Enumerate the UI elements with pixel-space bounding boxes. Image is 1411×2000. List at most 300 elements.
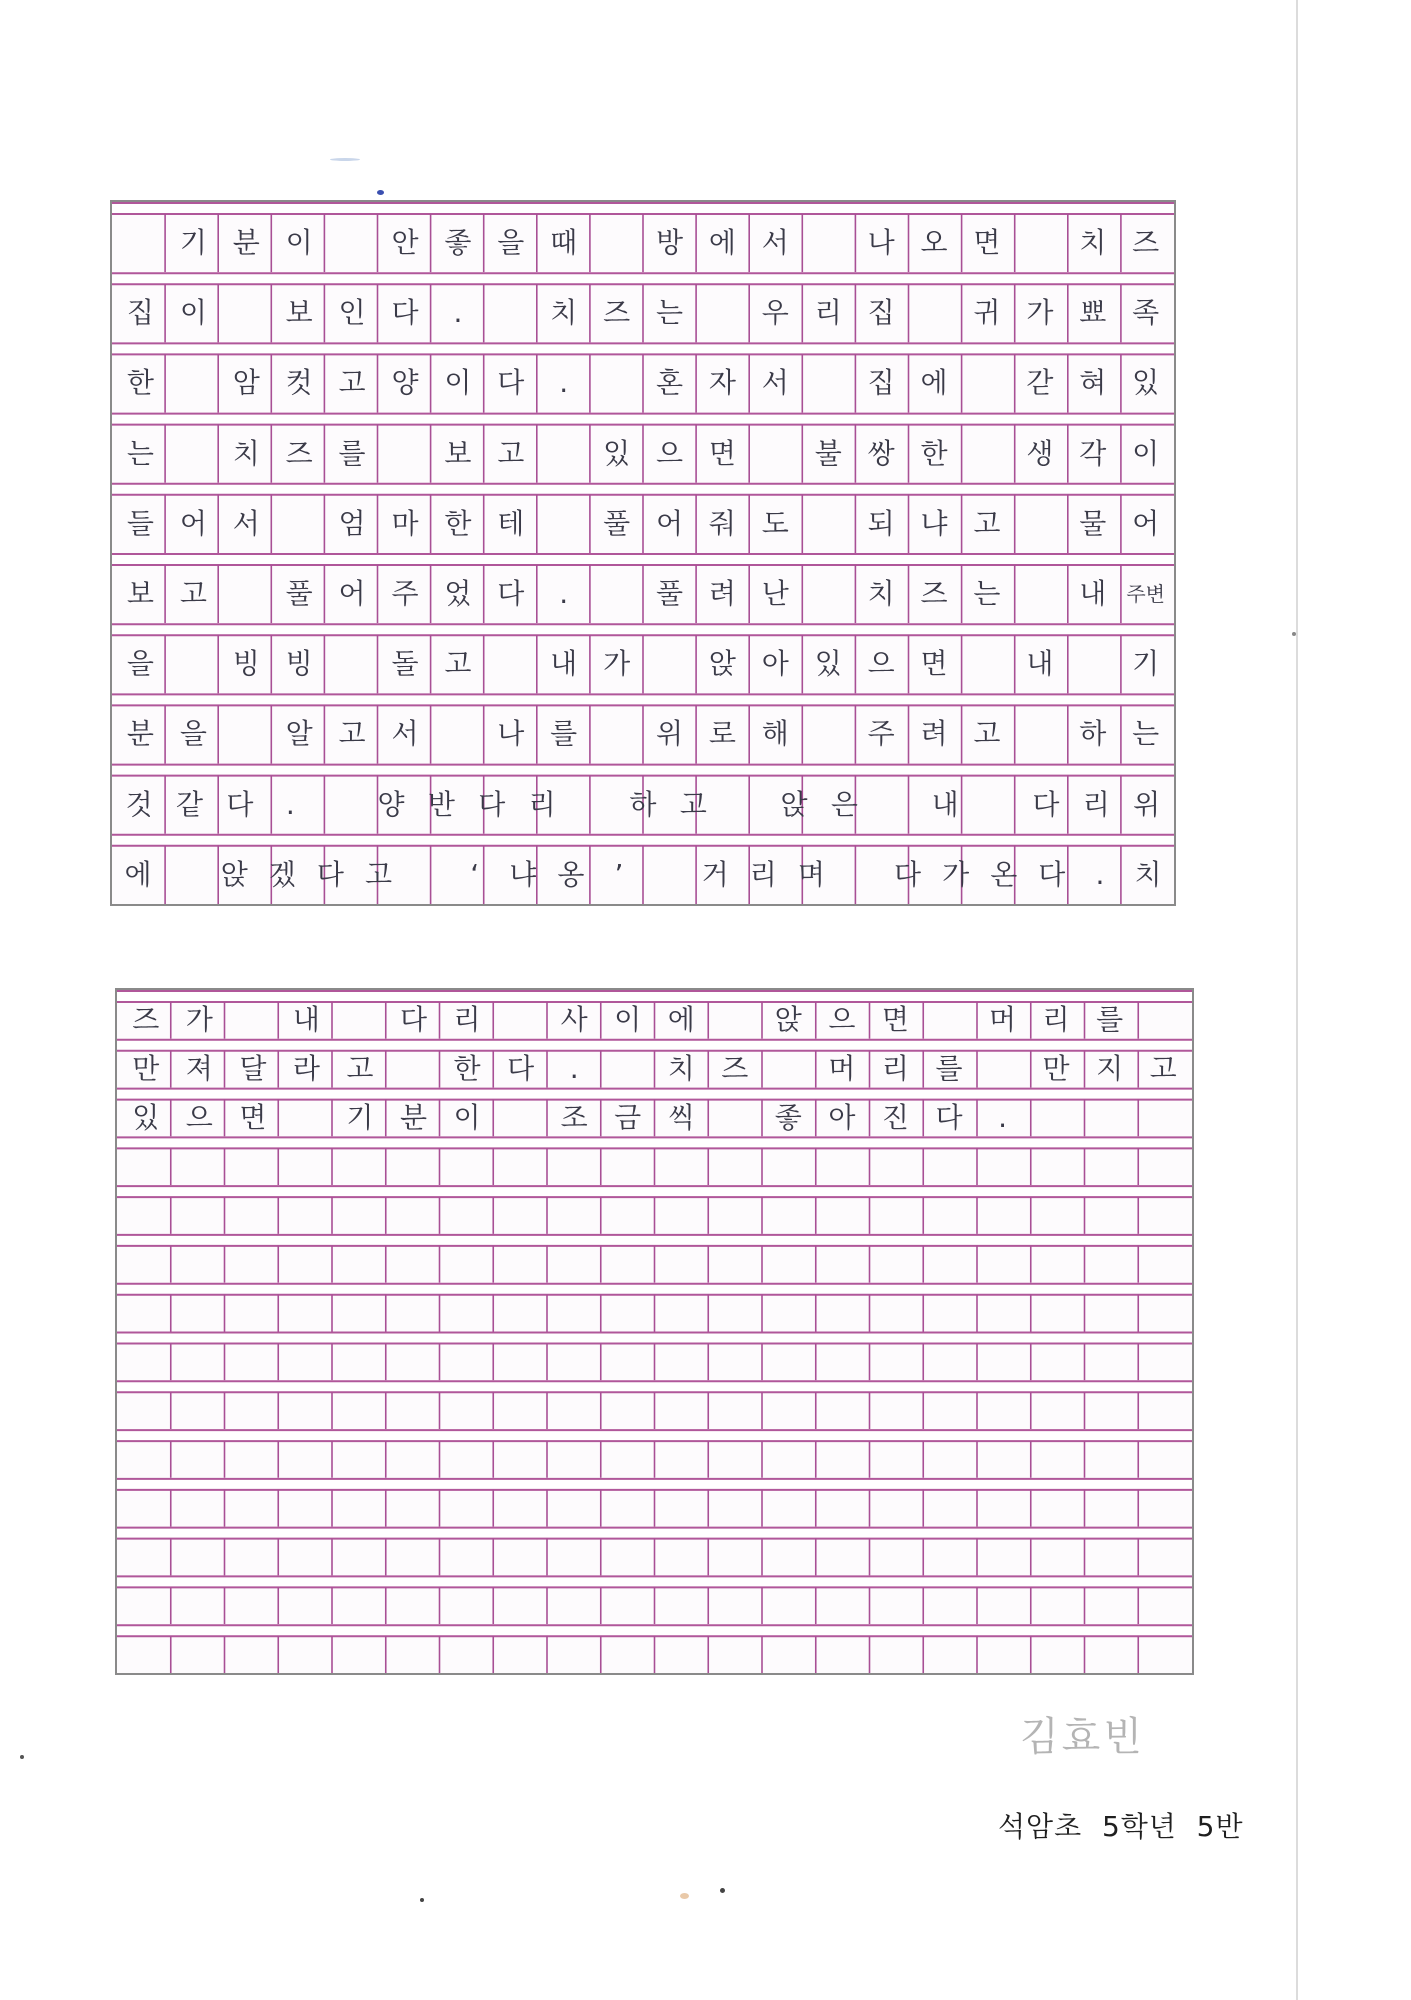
manuscript-cell <box>1029 1197 1083 1233</box>
manuscript-cell: 면 <box>708 436 736 470</box>
manuscript-cell <box>387 1051 441 1087</box>
manuscript-cell <box>226 1002 280 1038</box>
manuscript-cell: 가 <box>942 857 970 891</box>
manuscript-cell <box>708 1295 762 1331</box>
manuscript-cell: 난 <box>761 577 789 610</box>
manuscript-cell <box>167 425 220 483</box>
author-signature: 김효빈 <box>1020 1714 1145 1760</box>
manuscript-row <box>119 1392 1190 1428</box>
manuscript-cell <box>908 284 961 342</box>
manuscript-cell: 마 <box>391 506 419 540</box>
manuscript-cell <box>1136 1636 1190 1672</box>
manuscript-cell <box>173 1539 227 1575</box>
manuscript-cell <box>922 1002 976 1038</box>
manuscript-cell <box>547 1636 601 1672</box>
manuscript-cell: 리 <box>453 1003 481 1036</box>
manuscript-cell <box>119 1636 173 1672</box>
manuscript-cell <box>1083 1197 1137 1233</box>
manuscript-cell: 좋 <box>444 226 472 259</box>
manuscript-cell <box>1029 1392 1083 1428</box>
manuscript-cell: 다 <box>478 787 506 821</box>
manuscript-cell: 를 <box>550 717 578 751</box>
manuscript-cell: ‘ <box>470 857 480 891</box>
manuscript-cell <box>869 1148 923 1184</box>
manuscript-cell <box>1083 1100 1137 1136</box>
manuscript-cell: 다 <box>507 1051 535 1085</box>
manuscript-cell <box>1029 1587 1083 1623</box>
manuscript-cell: 가 <box>603 647 631 681</box>
manuscript-cell: 생 <box>1026 436 1054 470</box>
manuscript-cell <box>869 1441 923 1477</box>
manuscript-cell: 에 <box>667 1003 695 1036</box>
manuscript-cell: 분 <box>399 1100 428 1134</box>
manuscript-cell: 을 <box>126 647 154 681</box>
manuscript-cell <box>869 1197 923 1233</box>
manuscript-cell <box>494 1392 548 1428</box>
manuscript-cell: 고 <box>346 1051 374 1085</box>
manuscript-cell: 고 <box>444 647 472 681</box>
manuscript-row <box>119 1002 1190 1038</box>
manuscript-cell <box>922 1587 976 1623</box>
manuscript-cell <box>815 1441 869 1477</box>
manuscript-cell: 갇 <box>1026 366 1054 400</box>
manuscript-cell <box>815 1295 869 1331</box>
manuscript-cell <box>815 1246 869 1282</box>
manuscript-cell: 는 <box>126 436 154 470</box>
manuscript-cell <box>226 1587 280 1623</box>
manuscript-cell <box>643 635 696 693</box>
manuscript-cell: . <box>569 1051 579 1085</box>
scan-speck <box>1292 632 1296 636</box>
scan-speck <box>680 1893 689 1899</box>
manuscript-cell <box>280 1636 334 1672</box>
manuscript-cell: 다 <box>935 1100 963 1134</box>
manuscript-cell: 자 <box>708 366 736 400</box>
manuscript-cell: 냐 <box>509 857 537 891</box>
manuscript-cell: 치 <box>1134 857 1162 891</box>
manuscript-cell <box>869 1587 923 1623</box>
manuscript-cell: 면 <box>239 1100 267 1134</box>
manuscript-cell <box>870 776 920 834</box>
manuscript-cell <box>708 1539 762 1575</box>
manuscript-row <box>114 284 1172 342</box>
manuscript-cell: 이 <box>285 226 313 259</box>
manuscript-cell: 보 <box>444 436 472 470</box>
manuscript-cell <box>119 1539 173 1575</box>
manuscript-cell <box>119 1295 173 1331</box>
manuscript-cell <box>387 1587 441 1623</box>
manuscript-cell <box>749 425 802 483</box>
manuscript-cell <box>379 425 432 483</box>
manuscript-cell <box>922 1148 976 1184</box>
manuscript-cell: 다 <box>226 787 254 821</box>
manuscript-cell <box>280 1148 334 1184</box>
manuscript-cell <box>484 635 537 693</box>
manuscript-cell: 분 <box>232 226 260 259</box>
manuscript-cell <box>537 425 590 483</box>
manuscript-cell <box>762 1441 816 1477</box>
manuscript-cell: 이 <box>1132 436 1160 470</box>
manuscript-cell <box>1083 1148 1137 1184</box>
manuscript-row <box>114 776 1172 834</box>
manuscript-cell <box>280 1295 334 1331</box>
manuscript-cell <box>922 1441 976 1477</box>
manuscript-cell: 가 <box>185 1003 213 1036</box>
manuscript-cell <box>494 1490 548 1526</box>
manuscript-cell: 때 <box>550 226 578 259</box>
manuscript-cell: 를 <box>338 436 366 470</box>
manuscript-cell <box>762 1295 816 1331</box>
manuscript-cell <box>173 1636 227 1672</box>
manuscript-cell: 불 <box>814 436 842 470</box>
manuscript-cell <box>922 1344 976 1380</box>
manuscript-cell <box>333 1148 387 1184</box>
manuscript-cell <box>226 1295 280 1331</box>
manuscript-cell: 고 <box>338 717 366 751</box>
manuscript-cell <box>654 1344 708 1380</box>
manuscript-cell: 서 <box>761 226 789 259</box>
manuscript-cell: 있 <box>1132 366 1160 400</box>
manuscript-cell: 해 <box>761 717 789 751</box>
manuscript-cell <box>976 1636 1030 1672</box>
manuscript-cell: 되 <box>867 506 895 540</box>
manuscript-cell <box>590 354 643 412</box>
manuscript-cell <box>494 1246 548 1282</box>
manuscript-cell: 다 <box>497 366 525 400</box>
manuscript-cell <box>815 1197 869 1233</box>
manuscript-cell: 고 <box>973 506 1001 540</box>
manuscript-cell: 들 <box>126 506 154 540</box>
manuscript-cell: 서 <box>232 506 260 540</box>
manuscript-cell: 금 <box>614 1100 642 1134</box>
manuscript-cell <box>976 1197 1030 1233</box>
manuscript-cell <box>114 214 167 272</box>
manuscript-cell <box>1136 1344 1190 1380</box>
manuscript-cell <box>643 846 691 904</box>
manuscript-cell <box>762 1148 816 1184</box>
manuscript-cell: 리 <box>881 1051 909 1085</box>
manuscript-cell: 려 <box>920 717 948 751</box>
manuscript-cell <box>976 1148 1030 1184</box>
manuscript-cell: 어 <box>338 577 366 610</box>
manuscript-row <box>114 705 1172 763</box>
manuscript-row <box>114 635 1172 693</box>
manuscript-cell: 앉 <box>780 787 808 821</box>
manuscript-cell: 위 <box>1133 787 1161 821</box>
manuscript-cell <box>1083 1539 1137 1575</box>
manuscript-cell: 앉 <box>220 857 248 891</box>
manuscript-cell: 치 <box>667 1051 695 1085</box>
manuscript-cell <box>708 1002 762 1038</box>
manuscript-cell: 치 <box>550 296 578 330</box>
manuscript-cell <box>815 1636 869 1672</box>
manuscript-cell: 은 <box>830 787 858 821</box>
manuscript-cell <box>976 1246 1030 1282</box>
manuscript-row <box>119 1051 1190 1087</box>
manuscript-cell: 리 <box>814 296 842 330</box>
manuscript-cell: 보 <box>126 577 154 610</box>
manuscript-cell <box>976 1441 1030 1477</box>
manuscript-cell <box>387 1197 441 1233</box>
manuscript-cell: 보 <box>285 296 313 330</box>
manuscript-row <box>114 846 1172 904</box>
manuscript-cell <box>601 1197 655 1233</box>
manuscript-cell <box>494 1295 548 1331</box>
manuscript-cell: 있 <box>603 436 631 470</box>
manuscript-cell: 한 <box>444 506 472 540</box>
manuscript-cell <box>547 1539 601 1575</box>
manuscript-cell: 양 <box>391 366 419 400</box>
manuscript-cell: 리 <box>1082 787 1110 821</box>
manuscript-cell: 즈 <box>721 1051 749 1085</box>
manuscript-cell <box>654 1490 708 1526</box>
manuscript-cell <box>440 1539 494 1575</box>
manuscript-cell <box>976 1051 1030 1087</box>
manuscript-cell <box>762 1636 816 1672</box>
manuscript-cell <box>802 565 855 623</box>
manuscript-cell <box>1136 1295 1190 1331</box>
manuscript-cell <box>333 1490 387 1526</box>
manuscript-cell <box>976 1295 1030 1331</box>
manuscript-cell <box>601 1441 655 1477</box>
manuscript-cell: 으 <box>185 1100 213 1134</box>
manuscript-cell: 씩 <box>667 1100 695 1134</box>
manuscript-cell: 거 <box>701 857 729 891</box>
manuscript-cell: 풀 <box>655 577 684 610</box>
manuscript-cell <box>601 1636 655 1672</box>
manuscript-cell: 으 <box>828 1003 856 1036</box>
manuscript-cell: 다 <box>1032 787 1060 821</box>
manuscript-cell: 빙 <box>285 647 313 681</box>
manuscript-cell <box>226 1636 280 1672</box>
manuscript-cell: 내 <box>292 1003 320 1036</box>
manuscript-cell <box>547 1344 601 1380</box>
manuscript-cell <box>976 1392 1030 1428</box>
manuscript-cell <box>970 776 1020 834</box>
manuscript-cell: 주 <box>391 577 419 610</box>
manuscript-cell: 이 <box>444 366 472 400</box>
manuscript-cell: 내 <box>550 647 578 681</box>
manuscript-cell: 내 <box>931 787 959 821</box>
manuscript-cell: 다 <box>316 857 344 891</box>
manuscript-row <box>119 1539 1190 1575</box>
manuscript-cell <box>387 1539 441 1575</box>
manuscript-cell <box>654 1636 708 1672</box>
manuscript-cell <box>815 1148 869 1184</box>
manuscript-cell <box>1083 1246 1137 1282</box>
manuscript-cell: 리 <box>1042 1003 1070 1036</box>
manuscript-cell: 반 <box>427 787 455 821</box>
scan-speck <box>20 1755 24 1759</box>
manuscript-cell <box>762 1344 816 1380</box>
manuscript-cell <box>173 1344 227 1380</box>
manuscript-cell <box>494 1587 548 1623</box>
manuscript-cell: 으 <box>867 647 895 681</box>
manuscript-cell: 치 <box>232 436 260 470</box>
manuscript-cell <box>226 1148 280 1184</box>
manuscript-row <box>114 565 1172 623</box>
manuscript-cell: ’ <box>614 857 624 891</box>
manuscript-cell: 을 <box>497 226 525 259</box>
manuscript-cell <box>547 1246 601 1282</box>
manuscript-cell: 면 <box>920 647 948 681</box>
manuscript-cell: 로 <box>708 717 736 751</box>
manuscript-cell: 었 <box>444 577 472 610</box>
manuscript-cell <box>119 1197 173 1233</box>
manuscript-cell <box>961 354 1014 412</box>
manuscript-row <box>119 1100 1190 1136</box>
manuscript-cell <box>708 1490 762 1526</box>
manuscript-cell: 이 <box>453 1100 481 1134</box>
manuscript-cell: 고 <box>497 436 525 470</box>
manuscript-cell: 하 <box>629 787 657 821</box>
manuscript-cell <box>119 1246 173 1282</box>
manuscript-cell <box>326 635 379 693</box>
manuscript-cell: 를 <box>1096 1003 1124 1036</box>
manuscript-cell: 치 <box>867 577 895 610</box>
manuscript-cell <box>119 1490 173 1526</box>
manuscript-row <box>119 1344 1190 1380</box>
manuscript-cell <box>601 1490 655 1526</box>
manuscript-cell <box>708 1636 762 1672</box>
manuscript-cell <box>1083 1441 1137 1477</box>
manuscript-cell: 돌 <box>391 647 419 681</box>
scan-speck <box>330 158 360 161</box>
manuscript-cell <box>1083 1490 1137 1526</box>
manuscript-cell <box>547 1587 601 1623</box>
manuscript-cell <box>280 1539 334 1575</box>
manuscript-cell <box>1083 1344 1137 1380</box>
manuscript-cell <box>280 1441 334 1477</box>
manuscript-cell <box>601 1587 655 1623</box>
manuscript-cell: 좋 <box>774 1100 802 1134</box>
manuscript-cell: 각 <box>1079 436 1107 470</box>
manuscript-cell <box>316 776 366 834</box>
manuscript-cell <box>1029 1344 1083 1380</box>
manuscript-cell <box>226 1344 280 1380</box>
manuscript-cell <box>220 284 273 342</box>
manuscript-cell <box>226 1197 280 1233</box>
manuscript-cell: 빙 <box>232 647 260 681</box>
manuscript-cell <box>762 1197 816 1233</box>
manuscript-row <box>114 214 1172 272</box>
manuscript-cell <box>162 846 210 904</box>
manuscript-cell <box>387 1344 441 1380</box>
manuscript-cell: 즈 <box>285 436 313 470</box>
manuscript-cell: 한 <box>920 436 948 470</box>
manuscript-row <box>119 1295 1190 1331</box>
manuscript-cell <box>280 1392 334 1428</box>
manuscript-cell: 이 <box>614 1003 642 1036</box>
manuscript-cell <box>403 846 451 904</box>
manuscript-cell: 물 <box>1079 506 1107 540</box>
manuscript-cell <box>333 1295 387 1331</box>
manuscript-cell: 우 <box>761 296 789 330</box>
manuscript-cell <box>601 1539 655 1575</box>
manuscript-cell <box>1029 1441 1083 1477</box>
manuscript-cell <box>654 1392 708 1428</box>
manuscript-cell: 내 <box>1026 647 1054 681</box>
manuscript-cell <box>273 495 326 553</box>
manuscript-cell: 면 <box>973 226 1001 259</box>
manuscript-cell <box>708 1441 762 1477</box>
manuscript-cell: 주 <box>867 717 895 751</box>
manuscript-cell <box>494 1539 548 1575</box>
manuscript-cell <box>708 1344 762 1380</box>
manuscript-cell: 즈 <box>920 577 948 610</box>
manuscript-cell <box>226 1490 280 1526</box>
manuscript-cell <box>601 1344 655 1380</box>
manuscript-cell: 아 <box>828 1100 856 1134</box>
manuscript-cell: 는 <box>655 296 684 330</box>
manuscript-cell <box>802 354 855 412</box>
manuscript-cell: 고 <box>364 857 393 891</box>
manuscript-cell <box>1013 495 1066 553</box>
manuscript-cell <box>431 705 484 763</box>
manuscript-cell <box>173 1392 227 1428</box>
manuscript-cell <box>815 1344 869 1380</box>
manuscript-cell: 아 <box>761 647 789 681</box>
manuscript-cell <box>537 495 590 553</box>
manuscript-cell <box>1136 1148 1190 1184</box>
manuscript-cell: 달 <box>239 1051 267 1085</box>
manuscript-cell <box>280 1490 334 1526</box>
manuscript-row <box>114 495 1172 553</box>
manuscript-cell <box>654 1587 708 1623</box>
manuscript-cell: 조 <box>560 1100 588 1134</box>
manuscript-cell <box>1029 1100 1083 1136</box>
manuscript-cell: 엄 <box>338 506 366 540</box>
manuscript-cell: 사 <box>560 1003 588 1036</box>
manuscript-cell <box>226 1441 280 1477</box>
manuscript-cell: 즈 <box>603 296 631 330</box>
manuscript-cell: 주변 <box>1126 582 1165 606</box>
manuscript-cell: 혼 <box>655 366 684 400</box>
manuscript-cell: 를 <box>935 1051 963 1085</box>
manuscript-cell: 만 <box>132 1051 160 1085</box>
manuscript-cell: 양 <box>377 787 405 821</box>
manuscript-cell <box>869 1636 923 1672</box>
manuscript-cell <box>1029 1636 1083 1672</box>
manuscript-cell: 으 <box>655 436 684 470</box>
manuscript-cell <box>440 1636 494 1672</box>
manuscript-cell <box>440 1295 494 1331</box>
manuscript-cell <box>869 1246 923 1282</box>
manuscript-cell <box>387 1246 441 1282</box>
manuscript-cell <box>922 1490 976 1526</box>
manuscript-cell <box>762 1051 816 1087</box>
manuscript-cell <box>333 1441 387 1477</box>
manuscript-cell <box>976 1490 1030 1526</box>
manuscript-cell <box>976 1587 1030 1623</box>
manuscript-cell <box>440 1197 494 1233</box>
manuscript-cell: 앉 <box>708 647 736 681</box>
manuscript-cell <box>547 1295 601 1331</box>
manuscript-cell <box>119 1441 173 1477</box>
manuscript-cell <box>387 1636 441 1672</box>
manuscript-cell <box>601 1051 655 1087</box>
manuscript-cell <box>869 1490 923 1526</box>
manuscript-cell <box>547 1148 601 1184</box>
manuscript-cell: 귀 <box>973 296 1001 330</box>
manuscript-cell <box>494 1100 548 1136</box>
manuscript-cell: 다 <box>894 857 922 891</box>
manuscript-grid-block-2 <box>115 988 1194 1675</box>
manuscript-cell: 컷 <box>285 366 313 400</box>
manuscript-row <box>119 1636 1190 1672</box>
manuscript-cell <box>654 1197 708 1233</box>
manuscript-cell <box>762 1587 816 1623</box>
